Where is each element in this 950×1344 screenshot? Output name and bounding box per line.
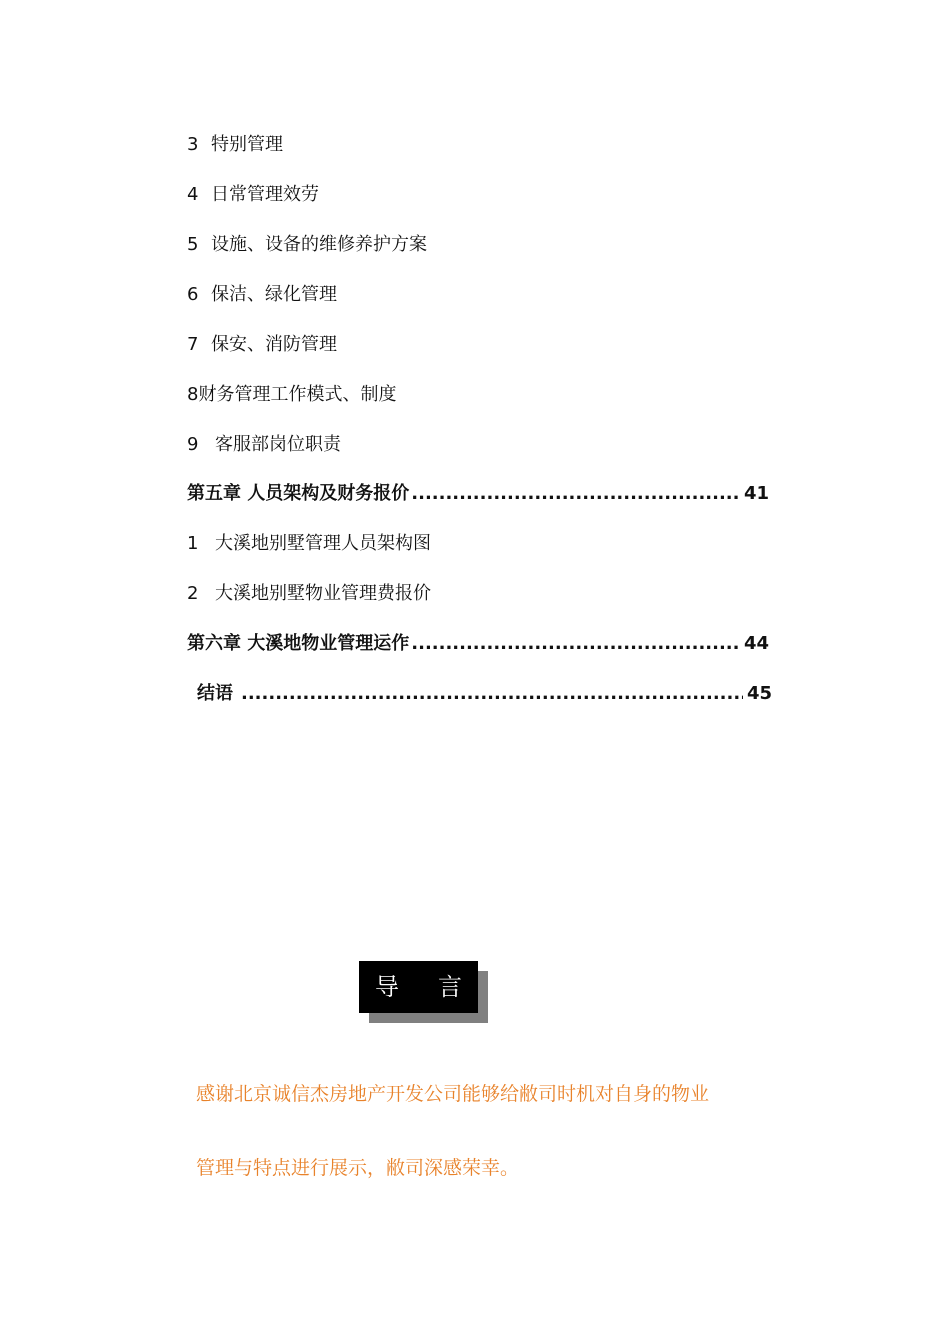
intro-paragraph-line: 管理与特点进行展示，敝司深感荣幸。 (196, 1157, 520, 1179)
toc-item-4[interactable] (187, 183, 319, 207)
toc-item-number: 1 (187, 533, 199, 554)
toc-item-5[interactable] (187, 233, 427, 257)
toc-item-5-1[interactable] (187, 532, 431, 556)
toc-item-label: 日常管理效劳 (211, 184, 319, 205)
toc-chapter-6[interactable] (187, 632, 769, 656)
toc-chapter-5[interactable] (187, 482, 769, 506)
toc-item-number: 6 (187, 284, 199, 305)
toc-item-label: 客服部岗位职责 (215, 434, 341, 455)
dot-leader (411, 632, 740, 656)
toc-item-3[interactable] (187, 133, 283, 157)
toc-item-number: 2 (187, 583, 199, 604)
dot-leader (411, 482, 740, 506)
chapter-title: 结语 (197, 683, 233, 704)
toc-item-label: 保洁、绿化管理 (211, 284, 337, 305)
heading-char: 言 (438, 973, 462, 1001)
toc-item-7[interactable] (187, 333, 337, 357)
intro-paragraph-line: 感谢北京诚信杰房地产开发公司能够给敝司时机对自身的物业 (196, 1083, 710, 1105)
heading-char: 导 (375, 973, 399, 1001)
dot-leader (241, 682, 743, 706)
toc-conclusion[interactable] (197, 682, 772, 706)
toc-item-number: 9 (187, 434, 199, 455)
toc-item-8[interactable] (187, 383, 396, 407)
toc-item-6[interactable] (187, 283, 337, 307)
toc-item-label: 大溪地别墅管理人员架构图 (215, 533, 431, 554)
chapter-page-number: 45 (746, 683, 772, 704)
toc-item-label: 财务管理工作模式、制度 (198, 384, 397, 405)
toc-item-number: 3 (187, 134, 199, 155)
toc-item-5-2[interactable] (187, 582, 431, 606)
toc-item-label: 保安、消防管理 (211, 334, 337, 355)
toc-item-label: 大溪地别墅物业管理费报价 (215, 583, 431, 604)
chapter-page-number: 41 (743, 483, 769, 504)
toc-item-9[interactable] (187, 433, 341, 457)
toc-item-number: 4 (187, 184, 199, 205)
toc-item-number: 8 (187, 384, 199, 405)
section-heading (359, 961, 478, 1013)
chapter-page-number: 44 (743, 633, 769, 654)
toc-item-label: 特别管理 (211, 134, 283, 155)
toc-item-label: 设施、设备的维修养护方案 (211, 234, 427, 255)
chapter-title: 第五章 人员架构及财务报价 (187, 483, 410, 504)
toc-item-number: 5 (187, 234, 199, 255)
chapter-title: 第六章 大溪地物业管理运作 (187, 633, 410, 654)
toc-item-number: 7 (187, 334, 199, 355)
